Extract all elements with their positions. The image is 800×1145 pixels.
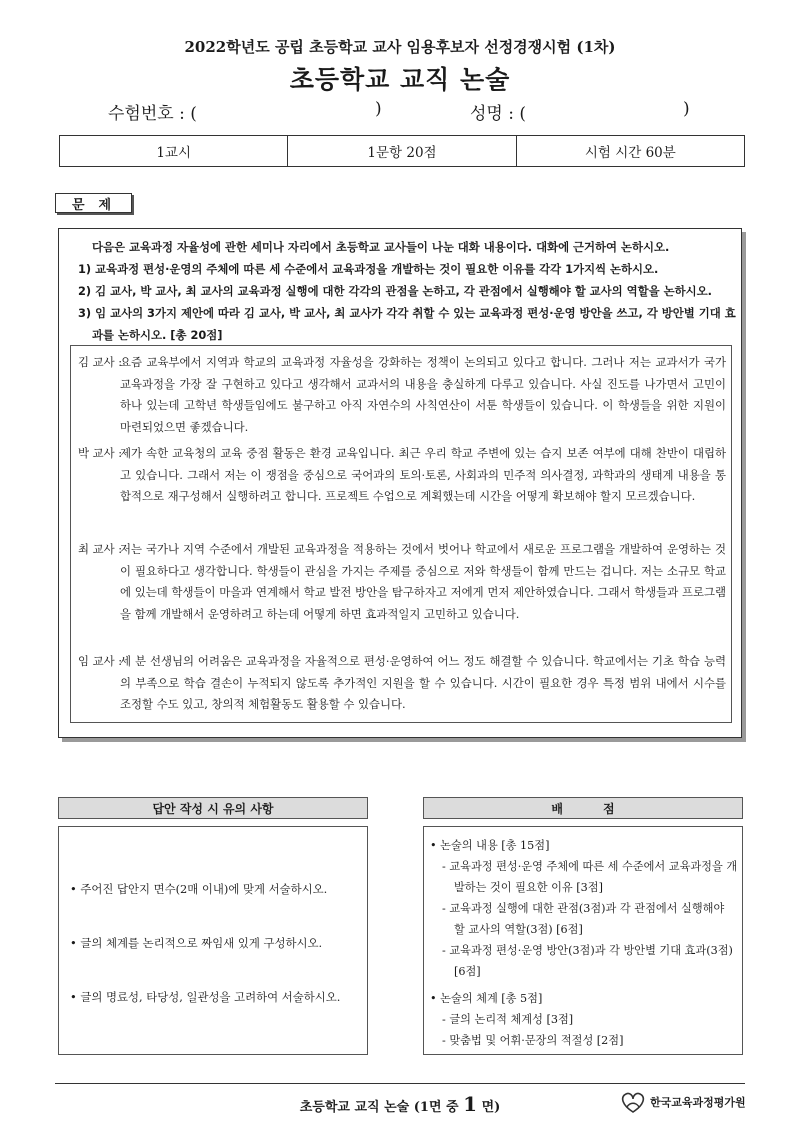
speech-lim: 세 분 선생님의 어려움은 교육과정을 자율적으로 편성·운영하여 어느 정도 해결할 수 있습니다. 학교에서는 기초 학습 능력의 부족으로 학습 결손이 누적되지 않도록 추가적인 지원을 할 수 있습니다. 시간이 필요한 경우 특정 범위 내에서 시수를 조정할 수도 있고, 창의적 체험활동도 활용할 수 있습니다. [120,654,726,711]
speech-choi: 저는 국가나 지역 수준에서 개발된 교육과정을 적용하는 것에서 벗어나 학교에서 새로운 프로그램을 개발하여 운영하는 것이 필요하다고 생각합니다. 학생들이 관심을 가지는 주제를 중심으로 저와 학생들이 함께 만드는 겁니다. 저는 소규모 학교에 있는데 학생들이 마을과 연계해서 학교 발전 방안을 탐구하자고 저에게 먼저 제안하였습니다. 그래서 학생들과 프로그램을 함께 개발해서 운영하려고 하는데 어떻게 하면 효과적일지 고민하고 있습니다. [120,542,726,621]
caution-item: • 주어진 답안지 면수(2매 이내)에 맞게 서술하시오. [70,882,328,896]
prompt-question-1: 1) 교육과정 편성·운영의 주체에 따른 세 수준에서 교육과정을 개발하는 것이 필요한 이유를 각각 1가지씩 논하시오. [78,262,659,276]
caution-item: • 글의 명료성, 타당성, 일관성을 고려하여 서술하시오. [70,990,341,1004]
speaker-kim: 김 교사 : [78,355,123,369]
speaker-park: 박 교사 : [78,446,123,460]
problem-tab: 문제 [55,193,132,213]
score-header: 배점 [423,797,743,819]
speaker-lim: 임 교사 : [78,654,123,668]
dialogue-lim [78,651,726,716]
exam-number-close: ) [375,99,382,119]
organization-name: 한국교육과정평가원 [650,1096,746,1109]
score-content-item: - 교육과정 편성·운영 방안(3점)과 각 방안별 기대 효과(3점) [6점] [442,944,733,978]
name-label: 성명 : ( [470,104,527,124]
subject-title: 초등학교 교직 논술 [289,65,511,94]
score-system-title: • 논술의 체계 [총 5점] [430,992,543,1005]
caution-header: 답안 작성 시 유의 사항 [58,797,368,819]
problem-prompt [78,236,738,346]
page-number: 1 [463,1092,478,1116]
kice-logo-icon [618,1087,648,1117]
caution-item: • 글의 체계를 논리적으로 짜임새 있게 구성하시오. [70,936,323,950]
speaker-choi: 최 교사 : [78,542,123,556]
dialogue-kim [78,352,726,438]
dialogue-park [78,443,726,508]
speech-park: 제가 속한 교육청의 교육 중점 활동은 환경 교육입니다. 최근 우리 학교 주변에 있는 습지 보존 여부에 대해 찬반이 대립하고 있습니다. 그래서 저는 이 쟁점을 중심으로 국어과의 토의·토론, 사회과의 민주적 의사결정, 과학과의 생태계 내용을 통합적으로 재구성해서 실행하려고 합니다. 프로젝트 수업으로 계획했는데 시간을 어떻게 확보해야 할지 모르겠습니다. [120,446,726,503]
name-close: ) [683,99,690,119]
period-cell: 1교시 [60,136,288,166]
score-content-title: • 논술의 내용 [총 15점] [430,839,550,852]
prompt-intro: 다음은 교육과정 자율성에 관한 세미나 자리에서 초등학교 교사들이 나눈 대화 내용이다. 대화에 근거하여 논하시오. [92,240,670,254]
time-cell: 시험 시간 60분 [584,145,676,161]
footer-suffix: 면) [481,1100,501,1115]
score-system-item: - 맞춤법 및 어휘·문장의 적절성 [2점] [442,1034,624,1047]
speech-kim: 요즘 교육부에서 지역과 학교의 교육과정 자율성을 강화하는 정책이 논의되고 있다고 합니다. 그러나 저는 교과서가 국가 교육과정을 가장 잘 구현하고 있다고 생각해서 교과서의 내용을 충실하게 다루고 있습니다. 사실 진도를 나가면서 고민이 하나 있는데 고학년 학생들임에도 불구하고 아직 자연수의 사칙연산이 서툰 학생들이 있습니다. 이 학생들을 위한 지원이 마련되었으면 좋겠습니다. [120,355,726,434]
prompt-question-2: 2) 김 교사, 박 교사, 최 교사의 교육과정 실행에 대한 각각의 관점을 논하고, 각 관점에서 실행해야 할 교사의 역할을 논하시오. [78,284,712,298]
questions-cell: 1문항 20점 [288,136,516,166]
footer-divider [55,1083,745,1084]
exam-info-table [59,135,745,167]
footer-prefix: 초등학교 교직 논술 (1면 중 [299,1100,459,1115]
exam-title: 2022학년도 공립 초등학교 교사 임용후보자 선정경쟁시험 (1차) [184,38,616,56]
score-system-item: - 글의 논리적 체계성 [3점] [442,1013,574,1026]
score-content-item: - 교육과정 실행에 대한 관점(3점)과 각 관점에서 실행해야 할 교사의 역할(3점) [6점] [442,902,725,936]
score-content-item: - 교육과정 편성·운영 주체에 따른 세 수준에서 교육과정을 개발하는 것이 필요한 이유 [3점] [442,860,738,894]
dialogue-choi [78,539,726,625]
prompt-question-3: 3) 임 교사의 3가지 제안에 따라 김 교사, 박 교사, 최 교사가 각각 취할 수 있는 교육과정 편성·운영 방안을 쓰고, 각 방안별 기대 효과를 논하시오. [총 20점] [78,306,736,342]
exam-number-label: 수험번호 : ( [108,104,197,124]
